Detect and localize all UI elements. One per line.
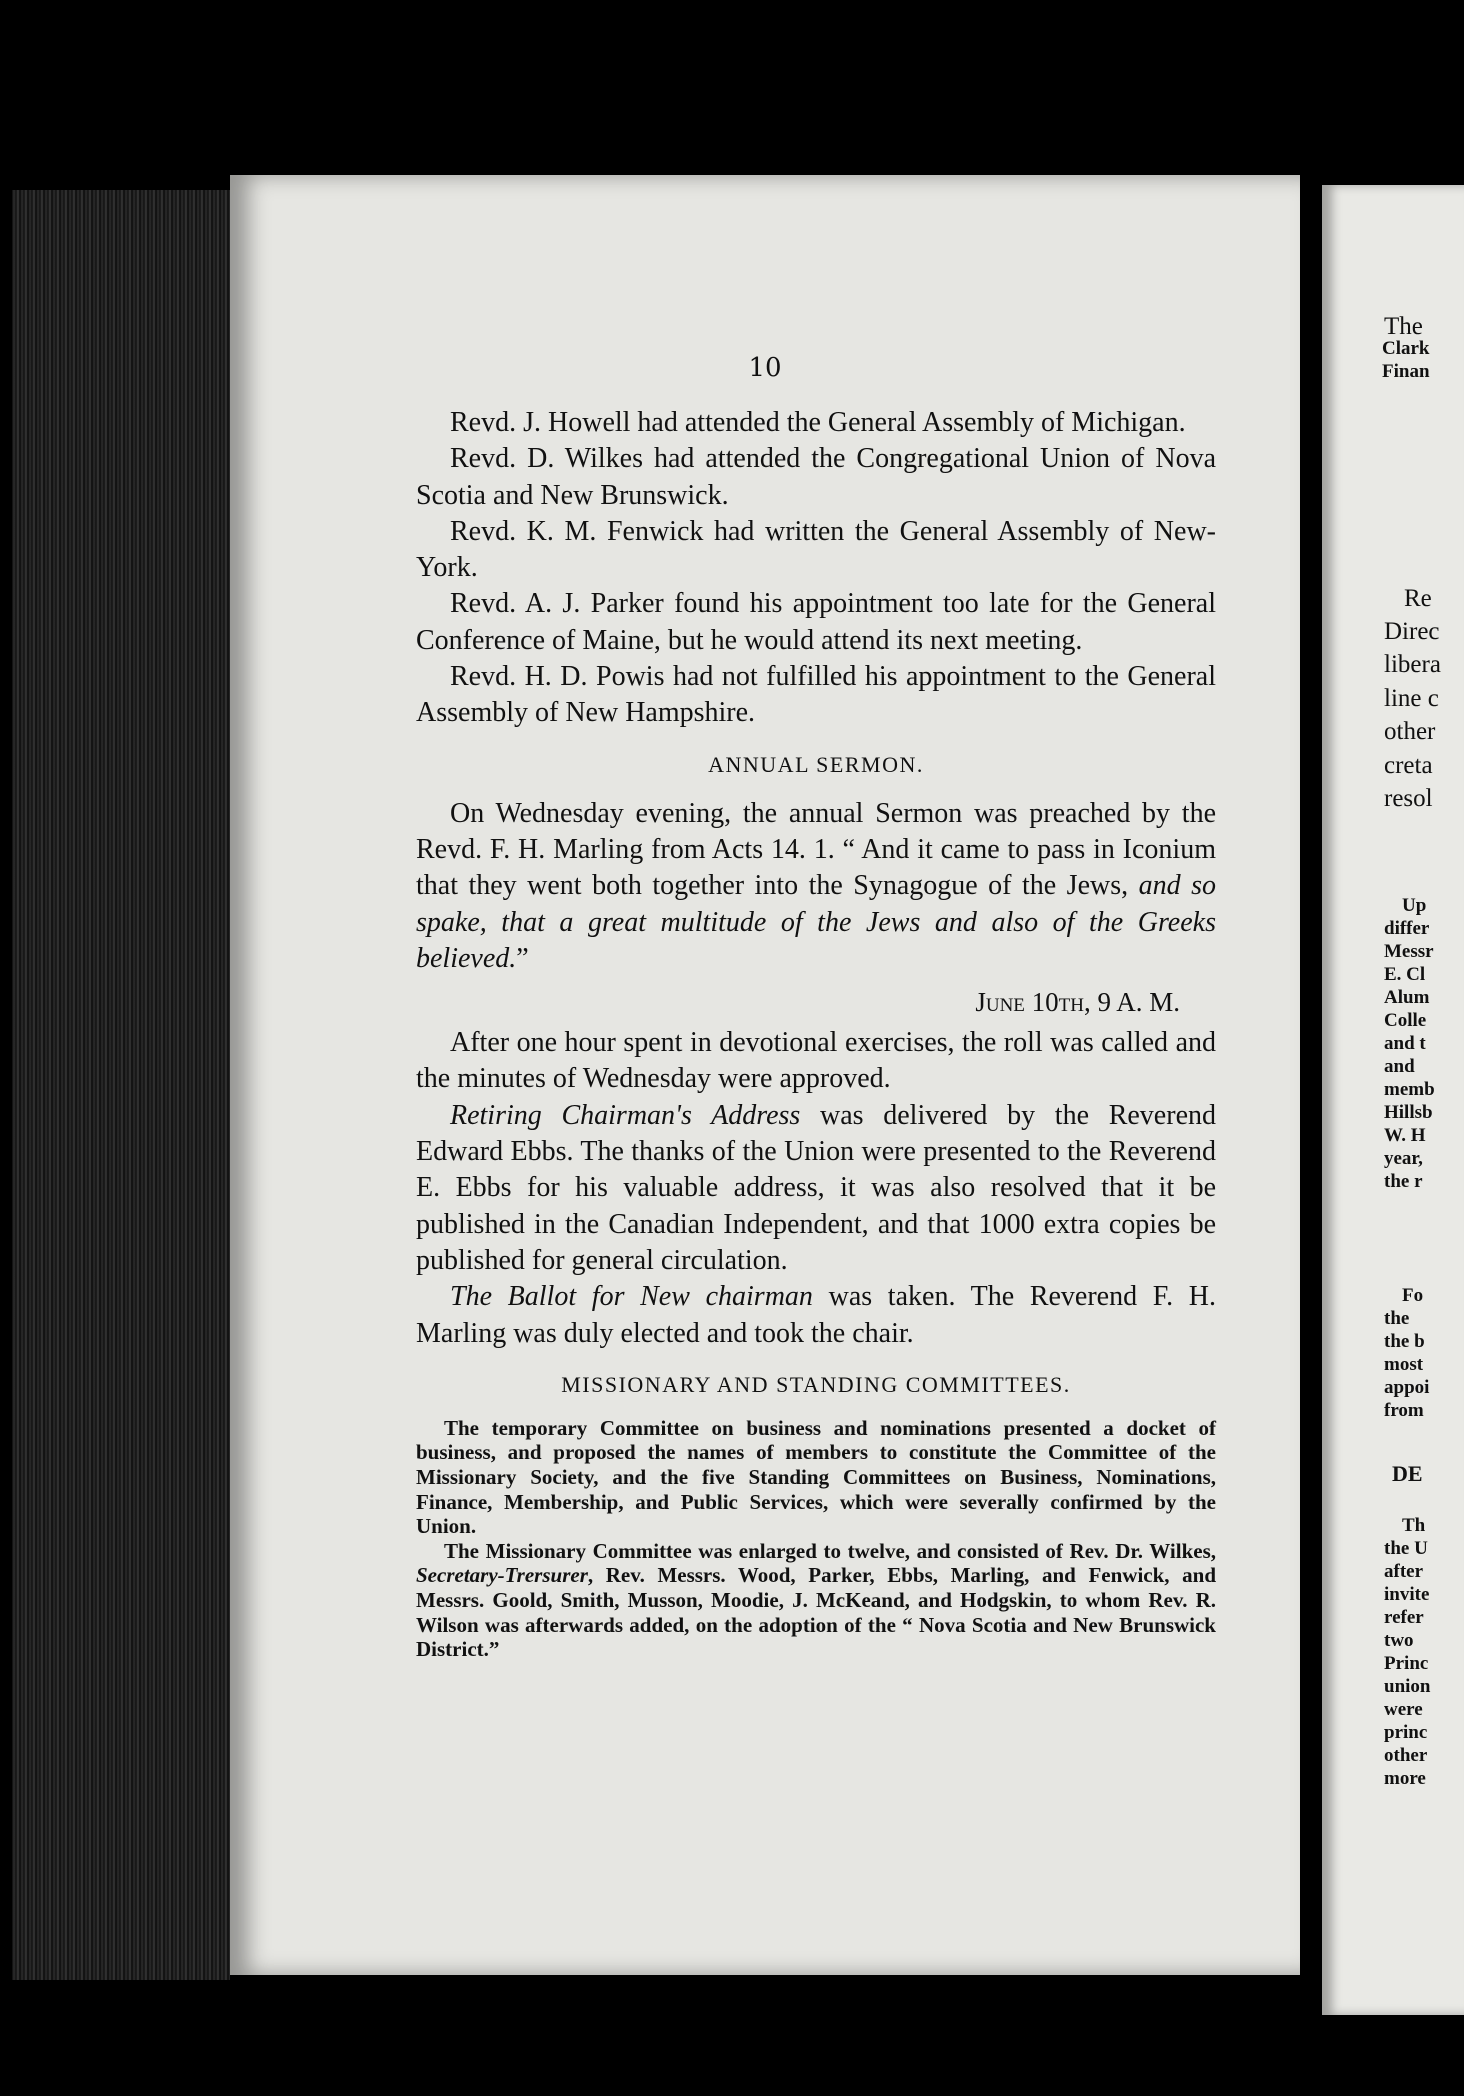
facing-fragment: The bbox=[1384, 313, 1423, 340]
facing-fragment: union bbox=[1384, 1676, 1431, 1697]
facing-fragment: Up bbox=[1402, 895, 1427, 916]
facing-fragment: resol bbox=[1384, 785, 1433, 812]
facing-fragment: Princ bbox=[1384, 1653, 1429, 1674]
facing-fragment: Messr bbox=[1384, 941, 1434, 962]
paragraph-roll-call: After one hour spent in devotional exercises, the roll was called and the minutes of Wednesday were approved. bbox=[416, 1027, 1216, 1095]
facing-fragment: invite bbox=[1384, 1584, 1430, 1605]
heading-committees: MISSIONARY AND STANDING COMMITTEES. bbox=[561, 1371, 1071, 1397]
facing-fragment: appoi bbox=[1384, 1377, 1430, 1398]
facing-fragment: Direc bbox=[1384, 618, 1440, 645]
facing-fragment: two bbox=[1384, 1630, 1414, 1651]
paragraph-temporary-committee: The temporary Committee on business and nominations presented a docket of business, and proposed the names of members to constitute the Committee of the Missionary Society, and the five Standing Committees on Business, Nominations, Finance, Membership, and Public Services, which were severally confirmed by the Union. bbox=[416, 1415, 1216, 1539]
page-number: 10 bbox=[748, 353, 782, 383]
facing-fragment: the b bbox=[1384, 1331, 1425, 1352]
paragraph-missionary-committee bbox=[416, 1539, 1216, 1662]
paragraph-powis: Revd. H. D. Powis had not fulfilled his appointment to the General Assembly of New Hampshire. bbox=[416, 661, 1216, 729]
facing-fragment: creta bbox=[1384, 752, 1433, 779]
facing-fragment: Re bbox=[1404, 585, 1432, 612]
facing-fragment: Hillsb bbox=[1384, 1102, 1433, 1123]
facing-fragment: Th bbox=[1402, 1515, 1426, 1536]
facing-fragment: and bbox=[1384, 1056, 1415, 1077]
ballot-title: The Ballot for New chairman bbox=[450, 1281, 813, 1313]
facing-fragment: memb bbox=[1384, 1079, 1435, 1100]
facing-fragment: from bbox=[1384, 1400, 1424, 1421]
facing-fragment: the U bbox=[1384, 1538, 1428, 1559]
dateline: June 10th, 9 A. M. bbox=[975, 987, 1180, 1018]
sermon-text: On Wednesday evening, the annual Sermon was preached by the Revd. F. H. Marling from Acts 14. 1. “ And it came to pass in Iconium that they went both together into the Synagogue of the Jews, bbox=[416, 797, 1216, 902]
facing-fragment: and t bbox=[1384, 1033, 1426, 1054]
sermon-quote-end: ” bbox=[516, 942, 529, 974]
facing-fragment: E. Cl bbox=[1384, 964, 1426, 985]
facing-fragment: Colle bbox=[1384, 1010, 1427, 1031]
sermon-quote-italic: and so spake, that a great multitude of the Jews and also of the Greeks believed. bbox=[416, 870, 1216, 974]
facing-fragment: after bbox=[1384, 1561, 1424, 1582]
chairman-address-text: was delivered by the Reverend Edward Ebbs. The thanks of the Union were presented to the Reverend E. Ebbs for his valuable address, it was also resolved that it be published in the Canadian Independent, and that 1000 extra copies be published for general circulation. bbox=[416, 1099, 1216, 1276]
missionary-text-b: , Rev. Messrs. Wood, Parker, Ebbs, Marling, and Fenwick, and Messrs. Goold, Smith, Musson, Moodie, J. McKeand, and Hodgskin, to whom Rev. R. Wilson was afterwards added, on the adoption of the “ Nova Scotia and New Brunswick District.” bbox=[416, 1563, 1216, 1662]
facing-fragment: Clark bbox=[1382, 338, 1430, 359]
book-page-edges bbox=[12, 190, 230, 1980]
facing-fragment: other bbox=[1384, 718, 1436, 745]
facing-fragment: Alum bbox=[1384, 987, 1430, 1008]
paragraph-fenwick: Revd. K. M. Fenwick had written the General Assembly of New-York. bbox=[416, 515, 1216, 584]
ballot-text: was taken. The Reverend F. H. Marling was duly elected and took the chair. bbox=[416, 1281, 1216, 1349]
facing-fragment: were bbox=[1384, 1699, 1423, 1720]
paragraph-parker: Revd. A. J. Parker found his appointment too late for the General Conference of Maine, but he would attend its next meeting. bbox=[416, 588, 1216, 656]
paragraph-annual-sermon bbox=[416, 796, 1216, 977]
page-body bbox=[416, 405, 1216, 1662]
paragraph-chairman-address bbox=[416, 1098, 1216, 1279]
facing-fragment: most bbox=[1384, 1354, 1424, 1375]
facing-fragment: differ bbox=[1384, 918, 1430, 939]
chairman-address-title: Retiring Chairman's Address bbox=[450, 1099, 801, 1131]
facing-fragment: refer bbox=[1384, 1607, 1424, 1628]
missionary-text-a: The Missionary Committee was enlarged to twelve, and consisted of Rev. Dr. Wilkes, bbox=[444, 1538, 1216, 1563]
facing-fragment: Finan bbox=[1382, 361, 1430, 382]
paragraph-ballot bbox=[416, 1279, 1216, 1352]
left-page bbox=[230, 175, 1300, 1975]
facing-fragment: the r bbox=[1384, 1171, 1423, 1192]
facing-fragment: more bbox=[1384, 1768, 1426, 1789]
facing-fragment: Fo bbox=[1402, 1285, 1424, 1306]
facing-fragment: W. H bbox=[1384, 1125, 1426, 1146]
heading-annual-sermon: ANNUAL SERMON. bbox=[708, 751, 924, 777]
facing-fragment: DE bbox=[1392, 1461, 1423, 1486]
paragraph-wilkes: Revd. D. Wilkes had attended the Congregational Union of Nova Scotia and New Brunswick. bbox=[416, 443, 1216, 511]
paragraph-howell: Revd. J. Howell had attended the General Assembly of Michigan. bbox=[450, 407, 1186, 438]
facing-page bbox=[1322, 185, 1464, 2015]
facing-fragment: princ bbox=[1384, 1722, 1428, 1743]
facing-fragment: the bbox=[1384, 1308, 1410, 1329]
missionary-role-italic: Secretary-Trersurer bbox=[416, 1563, 588, 1588]
facing-fragment: libera bbox=[1384, 651, 1441, 678]
facing-fragment: other bbox=[1384, 1745, 1428, 1766]
facing-fragment: line c bbox=[1384, 685, 1439, 712]
facing-fragment: year, bbox=[1384, 1148, 1423, 1169]
